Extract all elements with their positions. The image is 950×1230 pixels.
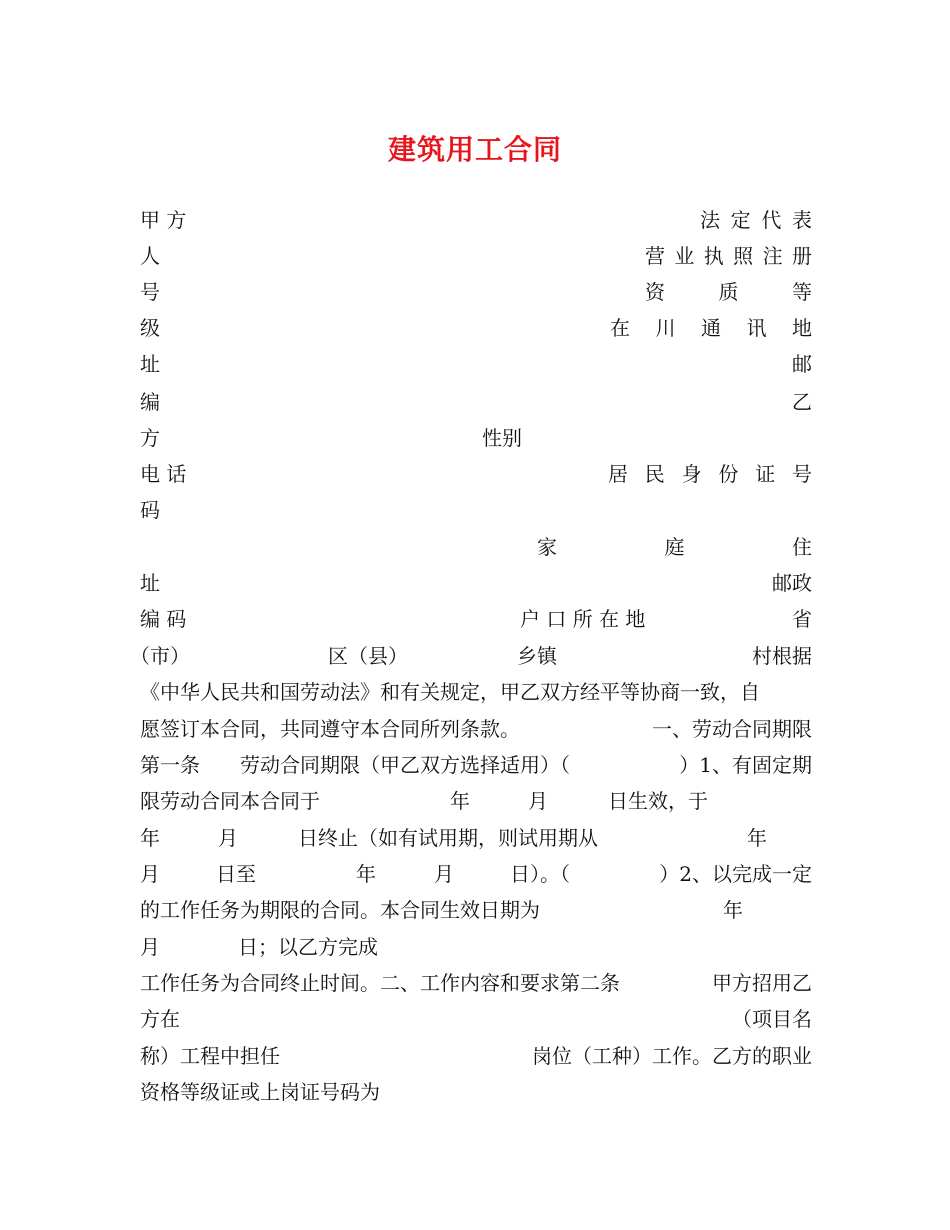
text-segment: 村根据	[752, 644, 812, 668]
text-line	[140, 310, 812, 346]
text-segment: 甲 方	[140, 208, 187, 232]
char: 注	[762, 244, 783, 268]
text-segment: 码	[140, 498, 160, 522]
text-segment	[608, 456, 812, 492]
text-segment: 限劳动合同本合同于	[140, 789, 320, 813]
char: 居	[608, 462, 628, 486]
char: 住	[792, 535, 812, 559]
text-line	[140, 492, 812, 528]
text-segment	[645, 274, 812, 310]
text-line	[140, 965, 812, 1001]
text-segment	[645, 238, 812, 274]
char: 定	[730, 208, 751, 232]
text-line	[140, 274, 812, 310]
text-segment: 编 码	[140, 607, 187, 631]
char: 家	[537, 535, 557, 559]
text-segment: 资格等级证或上岗证号码为	[140, 1080, 380, 1104]
text-line	[140, 892, 812, 928]
text-line	[140, 820, 812, 856]
text-line	[140, 747, 812, 783]
char: 法	[700, 208, 720, 232]
text-line	[140, 456, 812, 492]
document-title: 建筑用工合同	[387, 133, 562, 166]
text-segment: 年	[723, 898, 743, 922]
char: 表	[791, 208, 812, 232]
text-segment: 劳动合同期限（甲乙双方选择适用）（	[240, 753, 570, 777]
char: 册	[791, 244, 812, 268]
char: 川	[655, 316, 676, 340]
text-segment: ）1、有固定期	[679, 753, 812, 777]
text-segment: 年	[747, 826, 767, 850]
text-segment: 省	[792, 607, 812, 631]
text-line	[130, 638, 812, 674]
char: 质	[718, 280, 739, 304]
text-segment: 电 话	[140, 462, 187, 486]
char: 业	[674, 244, 695, 268]
text-segment: ）2、以完成一定	[659, 862, 812, 886]
text-segment: 乙	[792, 390, 812, 414]
text-segment: （项目名	[732, 1007, 812, 1031]
text-segment: 第一条	[140, 753, 200, 777]
text-segment: 甲方招用乙	[712, 971, 812, 995]
text-line	[140, 1001, 812, 1037]
text-segment	[610, 310, 812, 346]
text-segment: 月	[140, 862, 160, 886]
char: 执	[703, 244, 724, 268]
text-line	[140, 529, 812, 565]
text-line	[140, 783, 812, 819]
text-segment: 月	[140, 935, 160, 959]
text-segment: 方	[140, 426, 160, 450]
text-line	[140, 346, 812, 382]
text-segment: 月	[218, 826, 238, 850]
text-segment: 方在	[140, 1007, 180, 1031]
char: 地	[792, 316, 812, 340]
text-line	[140, 929, 812, 965]
text-segment: 号	[140, 280, 160, 304]
char: 代	[761, 208, 782, 232]
char: 号	[791, 462, 812, 486]
char: 证	[755, 462, 776, 486]
char: 等	[792, 280, 812, 304]
text-segment: 日至	[216, 862, 256, 886]
text-segment: 邮	[792, 352, 812, 376]
text-segment	[700, 202, 812, 238]
text-segment: 一、劳动合同期限	[652, 717, 812, 741]
text-line	[140, 711, 812, 747]
text-line	[140, 565, 812, 601]
char: 照	[733, 244, 754, 268]
text-line	[140, 601, 812, 637]
char: 份	[718, 462, 739, 486]
text-segment: 编	[140, 390, 160, 414]
text-segment: 《中华人民共和国劳动法》和有关规定，甲乙双方经平等协商一致，自	[140, 680, 760, 704]
text-segment: 月	[528, 789, 548, 813]
text-segment: 日）。（	[510, 862, 570, 886]
text-line	[140, 238, 812, 274]
text-segment: 址	[140, 571, 160, 595]
char: 在	[610, 316, 630, 340]
text-segment: 户 口 所 在 地	[520, 607, 646, 631]
text-segment: 性别	[482, 426, 522, 450]
char: 庭	[664, 535, 685, 559]
text-line	[140, 202, 812, 238]
text-segment: 区（县）	[328, 644, 408, 668]
text-segment: 称）工程中担任	[140, 1044, 280, 1068]
text-segment: 愿签订本合同，共同遵守本合同所列条款。	[140, 717, 520, 741]
text-segment: 年	[140, 826, 160, 850]
text-segment	[537, 529, 812, 565]
text-segment: 岗位（工种）工作。乙方的职业	[532, 1044, 812, 1068]
char: 通	[701, 316, 721, 340]
text-segment: 级	[140, 316, 160, 340]
text-segment: 址	[140, 352, 160, 376]
char: 民	[644, 462, 665, 486]
text-segment: 日终止（如有试用期，则试用期从	[298, 826, 598, 850]
text-segment: 邮政	[772, 571, 812, 595]
text-segment: 年	[356, 862, 376, 886]
text-segment: （市）	[130, 644, 190, 668]
char: 营	[645, 244, 665, 268]
char: 资	[645, 280, 665, 304]
text-segment: 的工作任务为期限的合同。本合同生效日期为	[140, 898, 540, 922]
text-line	[140, 674, 812, 710]
text-line	[140, 1038, 812, 1074]
text-line	[140, 384, 812, 420]
text-segment: 工作任务为合同终止时间。二、工作内容和要求第二条	[140, 971, 620, 995]
text-segment: 人	[140, 244, 160, 268]
text-segment: 月	[434, 862, 454, 886]
text-line	[140, 420, 812, 456]
text-segment: 乡镇	[517, 644, 557, 668]
char: 身	[681, 462, 702, 486]
char: 讯	[746, 316, 767, 340]
text-segment: 年	[450, 789, 470, 813]
text-segment: 日生效，于	[608, 789, 708, 813]
text-segment: 日；以乙方完成	[238, 935, 378, 959]
text-line	[140, 856, 812, 892]
text-line	[140, 1074, 812, 1110]
